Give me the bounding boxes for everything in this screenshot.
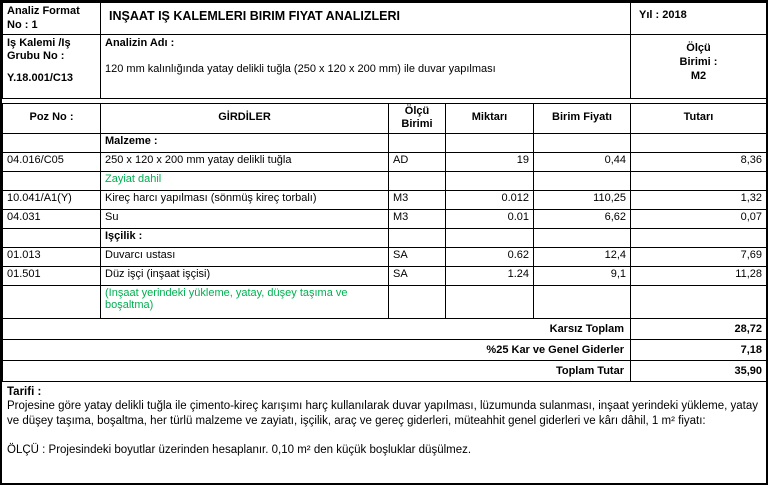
poz-cell [3,228,101,247]
olcu-cell [389,133,446,152]
olcu-birimi-label-line1: Ölçü [686,41,711,54]
poz-cell: 04.031 [3,209,101,228]
table-row [3,247,767,266]
birim-fiyat-cell [534,171,631,190]
toplam-tutar-label: Toplam Tutar [3,360,631,381]
birim-fiyat-cell: 12,4 [534,247,631,266]
karsiz-toplam-label: Karsız Toplam [3,318,631,339]
page-title: INŞAAT IŞ KALEMLERI BIRIM FIYAT ANALIZLERI [101,3,631,35]
table-row [3,228,767,247]
miktar-cell: 19 [446,152,534,171]
table-row [3,209,767,228]
olcu-cell [389,228,446,247]
col-header-olcu-line1: Ölçü [404,104,430,117]
table-row [3,171,767,190]
poz-cell: 04.016/C05 [3,152,101,171]
col-header-olcu-line2: Birimi [401,118,433,130]
col-header-girdiler: GİRDİLER [101,103,389,133]
tarifi-text: Projesine göre yatay delikli tuğla ile çimento-kireç karışımı harç kullanılarak duvar yapılması, lüzumunda sulanması, inşaat yerindeki yükleme, yatay ve düşey taşıma, boşaltma, her türlü malzeme ve zayiatı, işçilik, araç ve gereç giderleri, müteahhit genel giderleri ve kârı dâhil, 1 m² fiyatı: [7,400,759,427]
analizin-adi-label: Analizin Adı : [105,36,175,49]
analysis-table [2,103,767,382]
table-row [3,285,767,318]
birim-fiyat-cell [534,285,631,318]
miktar-cell: 0.01 [446,209,534,228]
olcu-cell [389,285,446,318]
is-kalemi-cell [3,34,101,98]
col-header-poz: Poz No : [3,103,101,133]
tutar-cell [631,228,767,247]
poz-cell [3,171,101,190]
olcu-birimi-cell [631,34,767,98]
footer-spacer [7,429,761,443]
tutar-cell: 11,28 [631,266,767,285]
table-row [3,152,767,171]
toplam-tutar-value: 35,90 [631,360,767,381]
olcu-cell: SA [389,266,446,285]
girdiler-cell: Kireç harcı yapılması (sönmüş kireç torbalı) [101,190,389,209]
tutar-cell: 8,36 [631,152,767,171]
kar-genel-giderler-label: %25 Kar ve Genel Giderler [3,339,631,360]
birim-fiyat-cell: 6,62 [534,209,631,228]
tutar-cell [631,285,767,318]
poz-cell: 01.501 [3,266,101,285]
col-header-olcu [389,103,446,133]
olcu-text: ÖLÇÜ : Projesindeki boyutlar üzerinden hesaplanır. 0,10 m² den küçük boşluklar düşülmez. [7,443,472,456]
is-kalemi-no: Y.18.001/C13 [7,72,74,84]
birim-fiyat-cell: 110,25 [534,190,631,209]
tutar-cell: 1,32 [631,190,767,209]
analizin-adi-desc: 120 mm kalınlığında yatay delikli tuğla (250 x 120 x 200 mm) ile duvar yapılması [105,63,496,76]
girdiler-note-cell: Zayiat dahil [101,171,389,190]
olcu-cell [389,171,446,190]
karsiz-toplam-value: 28,72 [631,318,767,339]
totals-row [3,339,767,360]
birim-fiyat-cell [534,133,631,152]
olcu-cell: SA [389,247,446,266]
tutar-cell [631,133,767,152]
is-kalemi-label-line2: Grubu No : [7,50,65,63]
poz-cell [3,133,101,152]
analizin-adi-cell [101,34,631,98]
analiz-format-no: No : 1 [7,18,38,31]
col-header-miktar: Miktarı [446,103,534,133]
table-row [3,190,767,209]
girdiler-cell: Işçilik : [101,228,389,247]
birim-fiyat-cell: 0,44 [534,152,631,171]
analiz-format-cell [3,3,101,35]
tutar-cell [631,171,767,190]
miktar-cell [446,133,534,152]
year-cell: Yıl : 2018 [631,3,767,35]
girdiler-cell: 250 x 120 x 200 mm yatay delikli tuğla [101,152,389,171]
totals-row [3,360,767,381]
document-header [2,2,767,99]
olcu-cell: M3 [389,209,446,228]
table-header-row [3,103,767,133]
tutar-cell: 7,69 [631,247,767,266]
olcu-birimi-label-line2: Birimi : [679,55,718,68]
miktar-cell [446,228,534,247]
col-header-tutar: Tutarı [631,103,767,133]
table-row [3,266,767,285]
miktar-cell: 0.62 [446,247,534,266]
girdiler-note-cell: (Inşaat yerindeki yükleme, yatay, düşey taşıma ve boşaltma) [101,285,389,318]
kar-genel-giderler-value: 7,18 [631,339,767,360]
birim-fiyat-cell: 9,1 [534,266,631,285]
analiz-format-label: Analiz Format [7,5,80,17]
miktar-cell: 1.24 [446,266,534,285]
tutar-cell: 0,07 [631,209,767,228]
miktar-cell: 0.012 [446,190,534,209]
miktar-cell [446,171,534,190]
totals-row [3,318,767,339]
girdiler-cell: Duvarcı ustası [101,247,389,266]
olcu-cell: M3 [389,190,446,209]
birim-fiyat-cell [534,228,631,247]
olcu-cell: AD [389,152,446,171]
girdiler-cell: Malzeme : [101,133,389,152]
girdiler-cell: Su [101,209,389,228]
olcu-birimi-value: M2 [690,70,707,83]
poz-cell: 10.041/A1(Y) [3,190,101,209]
table-row [3,133,767,152]
poz-cell: 01.013 [3,247,101,266]
poz-cell [3,285,101,318]
miktar-cell [446,285,534,318]
is-kalemi-label-line1: Iş Kalemi /Iş [7,36,71,49]
tarifi-section [2,382,766,458]
girdiler-cell: Düz işçi (inşaat işçisi) [101,266,389,285]
col-header-birim-fiyat: Birim Fiyatı [534,103,631,133]
tarifi-label: Tarifi : [7,385,42,398]
